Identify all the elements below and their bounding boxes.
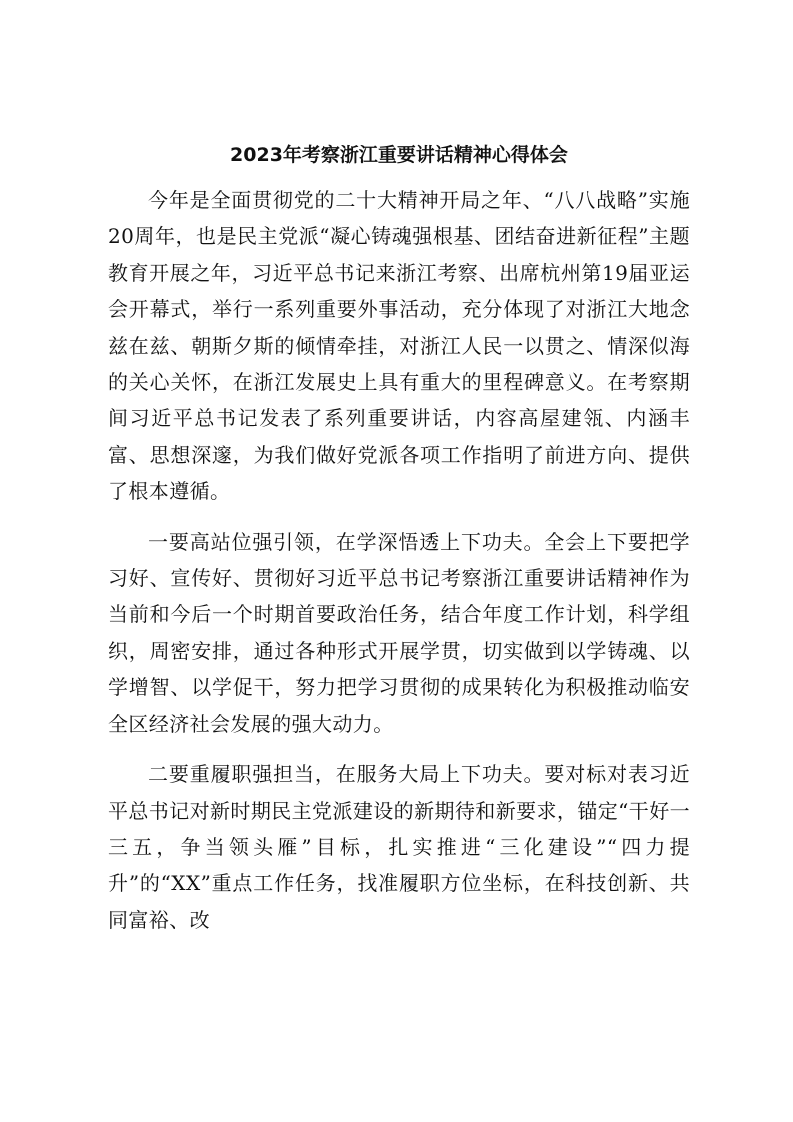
paragraph-point-one: 一要高站位强引领，在学深悟透上下功夫。全会上下要把学习好、宣传好、贯彻好习近平总书记考察浙江重要讲话精神作为当前和今后一个时期首要政治任务，结合年度工作计划，科学组织，周密安排，通过各种形式开展学贯，切实做到以学铸魂、以学增智、以学促干，努力把学习贯彻的成果转化为积极推动临安全区经济社会发展的强大动力。 <box>108 529 690 736</box>
paragraph-point-two: 二要重履职强担当，在服务大局上下功夫。要对标对表习近平总书记对新时期民主党派建设的新期待和新要求，锚定“干好一三五，争当领头雁”目标，扎实推进“三化建设”“四力提升”的“XX”重点工作任务，找准履职方位坐标，在科技创新、共同富裕、改 <box>108 762 690 932</box>
paragraph-intro: 今年是全面贯彻党的二十大精神开局之年、“八八战略”实施20周年，也是民主党派“凝心铸魂强根基、团结奋进新征程”主题教育开展之年，习近平总书记来浙江考察、出席杭州第19届亚运会开幕式，举行一系列重要外事活动，充分体现了对浙江大地念兹在兹、朝斯夕斯的倾情牵挂，对浙江人民一以贯之、情深似海的关心关怀，在浙江发展史上具有重大的里程碑意义。在考察期间习近平总书记发表了系列重要讲话，内容高屋建瓴、内涵丰富、思想深邃，为我们做好党派各项工作指明了前进方向、提供了根本遵循。 <box>108 188 690 504</box>
document-body <box>108 140 690 952</box>
document-title: 2023年考察浙江重要讲话精神心得体会 <box>230 144 568 166</box>
